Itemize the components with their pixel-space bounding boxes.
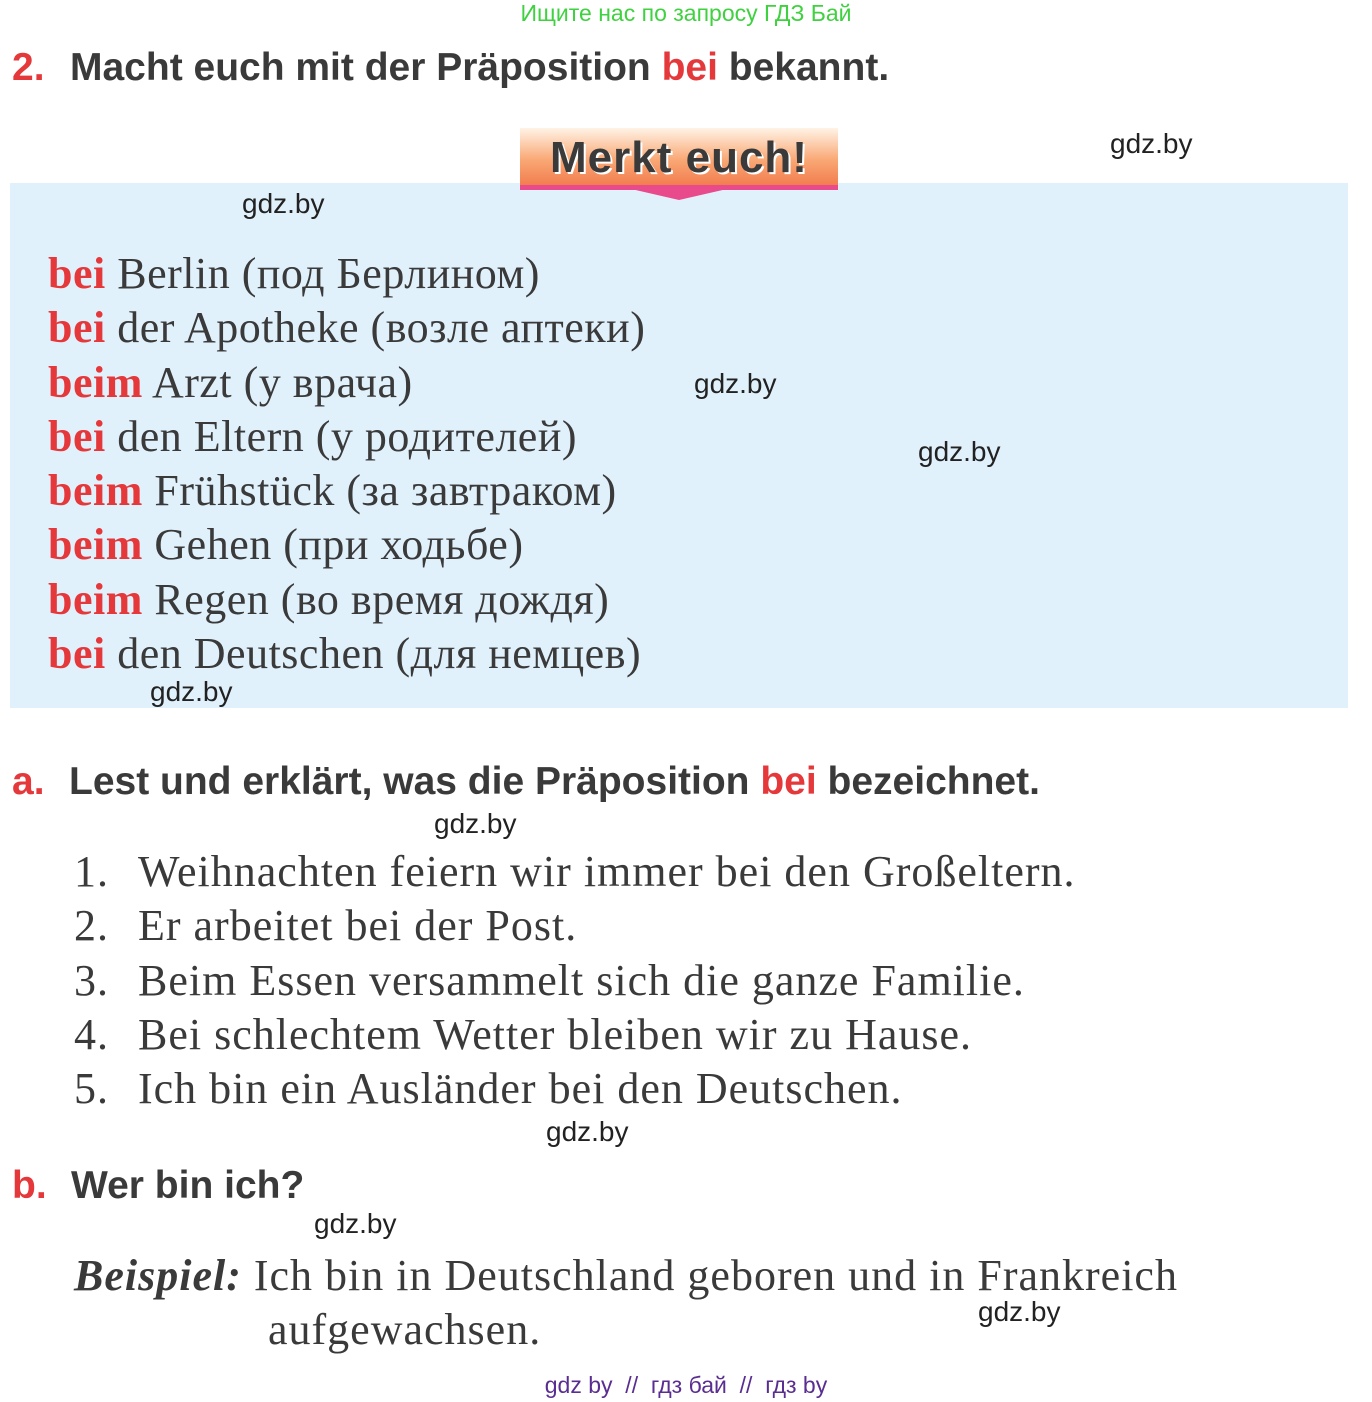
- watermark: gdz.by: [1110, 128, 1193, 159]
- task-b-heading: [12, 1162, 304, 1210]
- badge-pointer-icon: [631, 189, 727, 200]
- task-a-heading: [12, 758, 1040, 806]
- example-line-1: Ich bin in Deutschland geboren und in Frankreich: [241, 1251, 1178, 1300]
- rule-keyword: bei: [48, 629, 106, 679]
- sentence-number: 5.: [74, 1064, 109, 1114]
- task-2-text-after: bekannt.: [717, 46, 890, 89]
- task-2-text-before: Macht euch mit der Präposition: [70, 46, 662, 89]
- rule-keyword: beim: [48, 520, 143, 570]
- rule-phrase: den Eltern (у родителей): [105, 411, 578, 461]
- sentence-number: 4.: [74, 1009, 109, 1059]
- rule-keyword: bei: [48, 411, 106, 461]
- rule-item: [48, 464, 645, 518]
- rule-phrase: Gehen (при ходьбе): [142, 520, 524, 570]
- sentence-text: Er arbeitet bei der Post.: [138, 901, 578, 951]
- watermark: gdz.by: [242, 188, 325, 219]
- task-number: 2.: [12, 46, 45, 89]
- rule-keyword: bei: [48, 303, 106, 353]
- merkt-euch-badge: [520, 128, 838, 210]
- rule-phrase: Berlin (под Берлином): [105, 249, 540, 298]
- sentence-text: Bei schlechtem Wetter bleiben wir zu Hause.: [138, 1009, 973, 1059]
- watermark: gdz.by: [978, 1296, 1061, 1327]
- rule-list: [48, 247, 645, 681]
- sentence-item: [74, 1008, 1076, 1062]
- rule-item: [48, 356, 645, 410]
- rule-item: [48, 627, 645, 681]
- rule-item: [48, 301, 645, 355]
- watermark: gdz.by: [546, 1116, 629, 1147]
- watermark: gdz.by: [150, 676, 233, 707]
- rule-keyword: bei: [48, 249, 106, 298]
- rule-keyword: beim: [48, 574, 143, 624]
- rule-keyword: beim: [48, 357, 143, 407]
- task-b-text: Wer bin ich?: [71, 1164, 305, 1207]
- task-letter: b.: [12, 1164, 47, 1207]
- task-2-highlight: bei: [661, 46, 718, 89]
- rule-keyword: beim: [48, 466, 143, 516]
- watermark: gdz.by: [694, 368, 777, 399]
- merkt-euch-label: Merkt euch!: [520, 128, 838, 190]
- example-label: Beispiel: [74, 1251, 227, 1300]
- rule-item: [48, 410, 645, 464]
- watermark: gdz.by: [434, 808, 517, 839]
- sentence-number: 1.: [74, 847, 109, 896]
- rule-item: [48, 573, 645, 627]
- rule-phrase: Regen (во время дождя): [142, 574, 610, 624]
- rule-phrase: Frühstück (за завтраком): [142, 466, 617, 516]
- bottom-links: gdz by // гдз бай // гдз by: [544, 1372, 828, 1398]
- rule-phrase: Arzt (у врача): [142, 357, 413, 407]
- sentence-number: 2.: [74, 901, 109, 951]
- sentence-text: Weihnachten feiern wir immer bei den Großeltern.: [138, 847, 1076, 896]
- task-a-text-before: Lest und erklärt, was die Präposition: [69, 760, 761, 803]
- rule-phrase: der Apotheke (возле аптеки): [105, 303, 646, 353]
- sentence-number: 3.: [74, 955, 109, 1005]
- watermark: gdz.by: [314, 1208, 397, 1239]
- task-letter: a.: [12, 760, 45, 803]
- sentence-item: [74, 845, 1076, 899]
- sentence-item: [74, 954, 1076, 1008]
- sentence-item: [74, 899, 1076, 953]
- sentence-item: [74, 1062, 1076, 1116]
- example-line-2: aufgewachsen.: [268, 1305, 542, 1354]
- task-a-highlight: bei: [760, 760, 817, 803]
- rule-item: [48, 247, 645, 301]
- search-hint-banner: Ищите нас по запросу ГДЗ Бай: [520, 0, 852, 26]
- sentence-text: Beim Essen versammelt sich die ganze Familie.: [138, 955, 1025, 1005]
- task-a-text-after: bezeichnet.: [816, 760, 1040, 803]
- rule-item: [48, 518, 645, 572]
- rule-phrase: den Deutschen (для немцев): [105, 629, 642, 679]
- sentence-list: [74, 845, 1076, 1116]
- example-colon: :: [226, 1251, 242, 1300]
- watermark: gdz.by: [918, 436, 1001, 467]
- sentence-text: Ich bin ein Ausländer bei den Deutschen.: [138, 1064, 903, 1114]
- task-2-heading: [12, 44, 889, 92]
